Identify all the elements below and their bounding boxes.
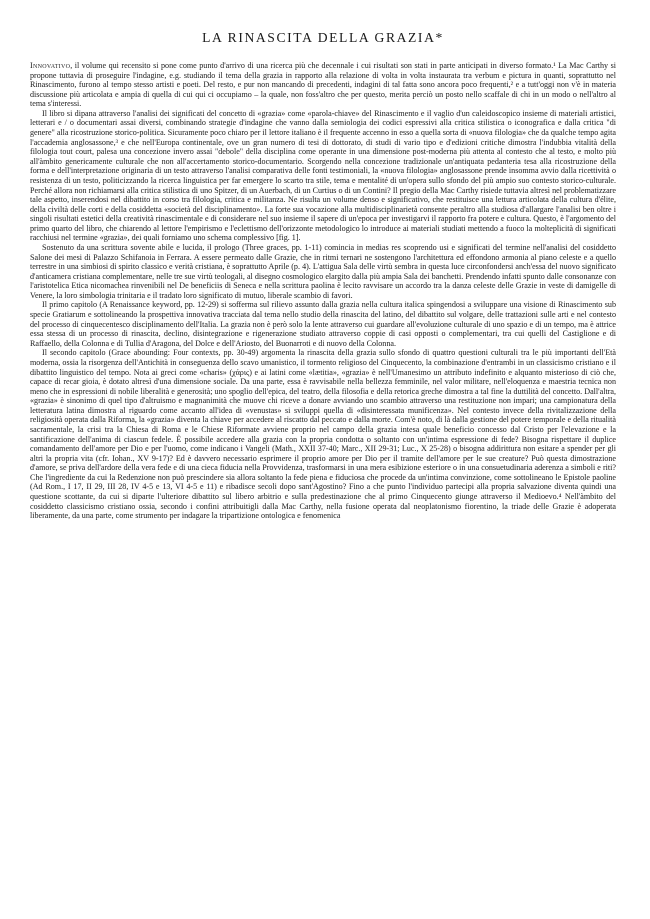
paragraph-1 <box>30 61 616 109</box>
paragraph-3: Sostenuto da una scrittura sovente abile e lucida, il prologo (Three graces, pp. 1-11) comincia in medias res scoprendo usi e significati del termine nell'analisi del cosiddetto Salone dei mesi di Palazzo Schifanoia in Ferrara. A essere permeato dalle Grazie, che in ritmi ternari ne sostengono l'architettura ed effondono armonia al piano celeste e a quello terrestre in una simbiosi di spirito classico e verità cristiana, è soprattutto Aprile (p. 4). L'attigua Sala delle virtù sembra in questa luce circonfondersi anch'essa del nuovo significato d'anticamera cristiana complementare, nelle tre sue virtù teologali, al disegno cosmologico elargito dalla più ampia Sala dei banchetti. Prendendo infatti spunto dalle consonanze con l'aristotelica Etica nicomachea rinvenibili nel De beneficiis di Seneca e nella scrittura paolina è lecito ravvisare un accordo tra la danza celeste delle Grazie in veste di damigelle di Venere, la loro simbologia trinitaria e il tradato loro significato di mutuo, liberale scambio di favori. <box>30 242 616 300</box>
lead-word: Innovativo <box>30 61 71 70</box>
paragraph-5: Il secondo capitolo (Grace abounding: Four contexts, pp. 30-49) argomenta la rinascita della grazia sullo sfondo di quattro questioni culturali tra le più importanti dell'Età moderna, ossia la risorgenza dell'Antichità in conseguenza dello scavo umanistico, il tormento religioso del Cinquecento, la combinazione d'entrambi in un classicismo cristiano e il dibattito linguistico del tempo. Nota ai greci come «charis» (χάρις) e ai latini come «lætitia», «grazia» è nell'Umanesimo un attributo indefinito e alquanto misterioso di ciò che, capace di recar gioia, è dotato altresì d'una dimensione sociale. Da una parte, essa è ravvisabile nella bellezza femminile, nel valor militare, nell'eloquenza e maestria tecnica non meno che in espressioni di nobile liberalità e generosità; uno spoglio dell'epica, del teatro, della filosofia e della retorica greche dimostra a tal fine la duttilità del concetto. Dall'altra, «grazia» è sinonimo di quel tipo d'altruismo e magnanimità che muove chi riceve a donare avviando uno scambio attraverso una restituzione non impari; una campionatura della letteratura latina dimostra al riguardo come accanto all'idea di «venustas» si sviluppi quella di «disinteressata munificenza». Nel contesto invece della rivitalizzazione della religiosità operata dalla Riforma, la «grazia» diventa la chiave per accedere al riscatto dal peccato e dalla morte. Com'è noto, di là dalla gestione del potere temporale e della ritualità sacramentale, la crisi tra la Chiesa di Roma e le Chiese Riformate avviene proprio nel campo della grazia intesa quale beneficio concesso dal Cristo per l'elevazione e la santificazione dell'anima di ciascun fedele. È possibile accedere alla grazia con la propria condotta o soltanto con un'intima espressione di fede? Bisogna rispettare il duplice comandamento dell'amore per Dio e per l'uomo, come indicano i Vangeli (Math., XXII 37-40; Marc., XII 29-31; Luc., X 25-28) o bisogna addirittura non esitare a spender per gli altri la propria vita (cfr. Iohan., XV 9-17)? Ed è davvero necessario esprimere il proprio amore per Dio per il tramite dell'amore per le sue creature? Può questa dimostrazione d'amore, se priva dell'ardore della vera fede e di una cieca fiducia nella Provvidenza, trasformarsi in una mera esibizione esteriore o in una consuetudinaria aderenza a simboli e riti? Che l'ingrediente da cui la Redenzione non può prescindere sia allora soltanto la fede piena e fiduciosa che procede da un'intima convinzione, come sottolineano le Epistole paoline (Ad Rom., I 17, II 29, III 28, IV 4-5 e 13, VI 4-5 e 11) e ribadisce secoli dopo sant'Agostino? Fino a che punto l'individuo partecipi alla propria salvazione diventa quindi una questione scottante, da cui si diparte l'ulteriore dibattito sul libero arbitrio e sulla predestinazione che al primo Cinquecento giunge attraverso il Medioevo.⁴ Nell'àmbito del cosiddetto classicismo cristiano ossia, secondo i confini attribuitigli dalla Mac Carthy, nella fusione operata dal neoplatonismo fiorentino, la triade delle Grazie è adoperata liberamente, da una parte, come strumento per indagare la tripartizione ontologica e fenomenica <box>30 348 616 521</box>
article-body <box>30 61 616 521</box>
paragraph-2: Il libro si dipana attraverso l'analisi dei significati del concetto di «grazia» come «parola-chiave» del Rinascimento e il vaglio d'un caleidoscopico insieme di materiali artistici, letterari e / o documentari assai diversi, combinando strategie d'indagine che vanno dalla semiologia dei codici espressivi alla critica stilistica o iconografica e dalla critica "di genere" alla ricostruzione storico-politica. Sicuramente poco chiaro per il lettore italiano è il frequente accenno in esso a quella sorta di «nuova filologia» che da qualche tempo agita l'accademia anglosassone,³ e che nell'Europa continentale, ove un gran numero di tesi di dottorato, di studi di vario tipo e d'edizioni critiche dimostra l'indubbia vitalità della filologia tout court, palesa una concezione invero assai "debole" della disciplina come operante in una dimensione post-moderna più attenta al contesto che al testo, e molto più all'àmbito genericamente culturale che non all'accertamento storico-documentario. Scorgendo nella concezione tradizionale un'antiquata pedanteria tesa alla ricostruzione della forma e dell'interpretazione originaria di un testo attraverso l'analisi comparativa delle fonti testimoniali, la «nuova filologia» anglosassone prende insomma avvio dalla ricettività o resistenza di un testo, politicizzando la ricerca linguistica per far emergere lo scarto tra stile, tema e mentalité di un'opera sullo sfondo del più ampio suo contesto storico-culturale. Perché allora non richiamarsi alla critica stilistica di uno Spitzer, di un Auerbach, di un Curtius o di un Contini? Il pregio della Mac Carthy risiede tuttavia altresì nel problematizzare tale aspetto, inserendosi nel dibattito in corso tra filologia, critica e militanza. Ne risulta un volume denso e significativo, che restituisce una lettura articolata della cultura d'élite, della civiltà delle corti e della cosiddetta «società del disciplinamento». La forte sua vocazione alla multidisciplinarietà consente peraltro alla studiosa d'allargare l'analisi ben oltre i singoli risultati estetici della creatività rinascimentale e di considerare nel suo insieme il sapere di un'epoca per investigarvi il rapporto fra potere e cultura. Questo, è l'argomento del primo quarto del libro, che chiarendo al lettore l'empirismo e l'eclettismo dell'orizzonte metodologico lo introduce ai materiali studiati mettendo a fuoco la molteplicità di significati racchiusi nel termine «grazia», dei quali forniamo uno schema complessivo [fig. 1]. <box>30 108 616 243</box>
article-title: LA RINASCITA DELLA GRAZIA* <box>202 30 444 45</box>
paragraph-4: Il primo capitolo (A Renaissance keyword, pp. 12-29) si sofferma sul rilievo assunto dalla grazia nella cultura italica spingendosi a sviluppare una visione di Rinascimento sub specie Gratiarum e sottolineando la prospettiva innovativa tracciata dal tema nello studio della rinascita del latino, del dibattito sul volgare, delle trattazioni sulle arti e nel contesto del processo di cinquecentesco disciplinamento dell'Italia. La grazia non è però solo la lente attraverso cui guardare all'evoluzione culturale di uno spazio e di un tempo, ma è attrice essa stessa di un processo di rinascita, declino, disintegrazione e rigenerazione studiato attraverso coppie di casi opposti o complementari, tra cui quelli del Castiglione e di Raffaello, della Colonna e di Tullia d'Aragona, del Dolce e dell'Ariosto, del Buonarroti e di nuovo della Colonna. <box>30 300 616 348</box>
paragraph-1-text: , il volume qui recensito si pone come punto d'arrivo di una ricerca più che decennale i cui risultati son stati in parte anticipati in diverso formato.¹ La Mac Carthy si propone tuttavia di proseguire l'indagine, e.g. studiando il tema della grazia in rapporto alla relazione di volta in volta instaurata tra verbum e pictura in quanti, soprattutto nel Rinascimento, furono al tempo stesso artisti e poeti. Del resto, e pur non mancando di precedenti, indagini di tal fatta sono ancora poco frequenti,² e a tutt'oggi non v'è in materia discussione più articolata e ampia di quella di cui qui ci occupiamo – la quale, non foss'altro che per questo, merita perciò un posto nello scaffale di chi in un modo o nell'altro al tema s'interessi. <box>30 61 616 109</box>
